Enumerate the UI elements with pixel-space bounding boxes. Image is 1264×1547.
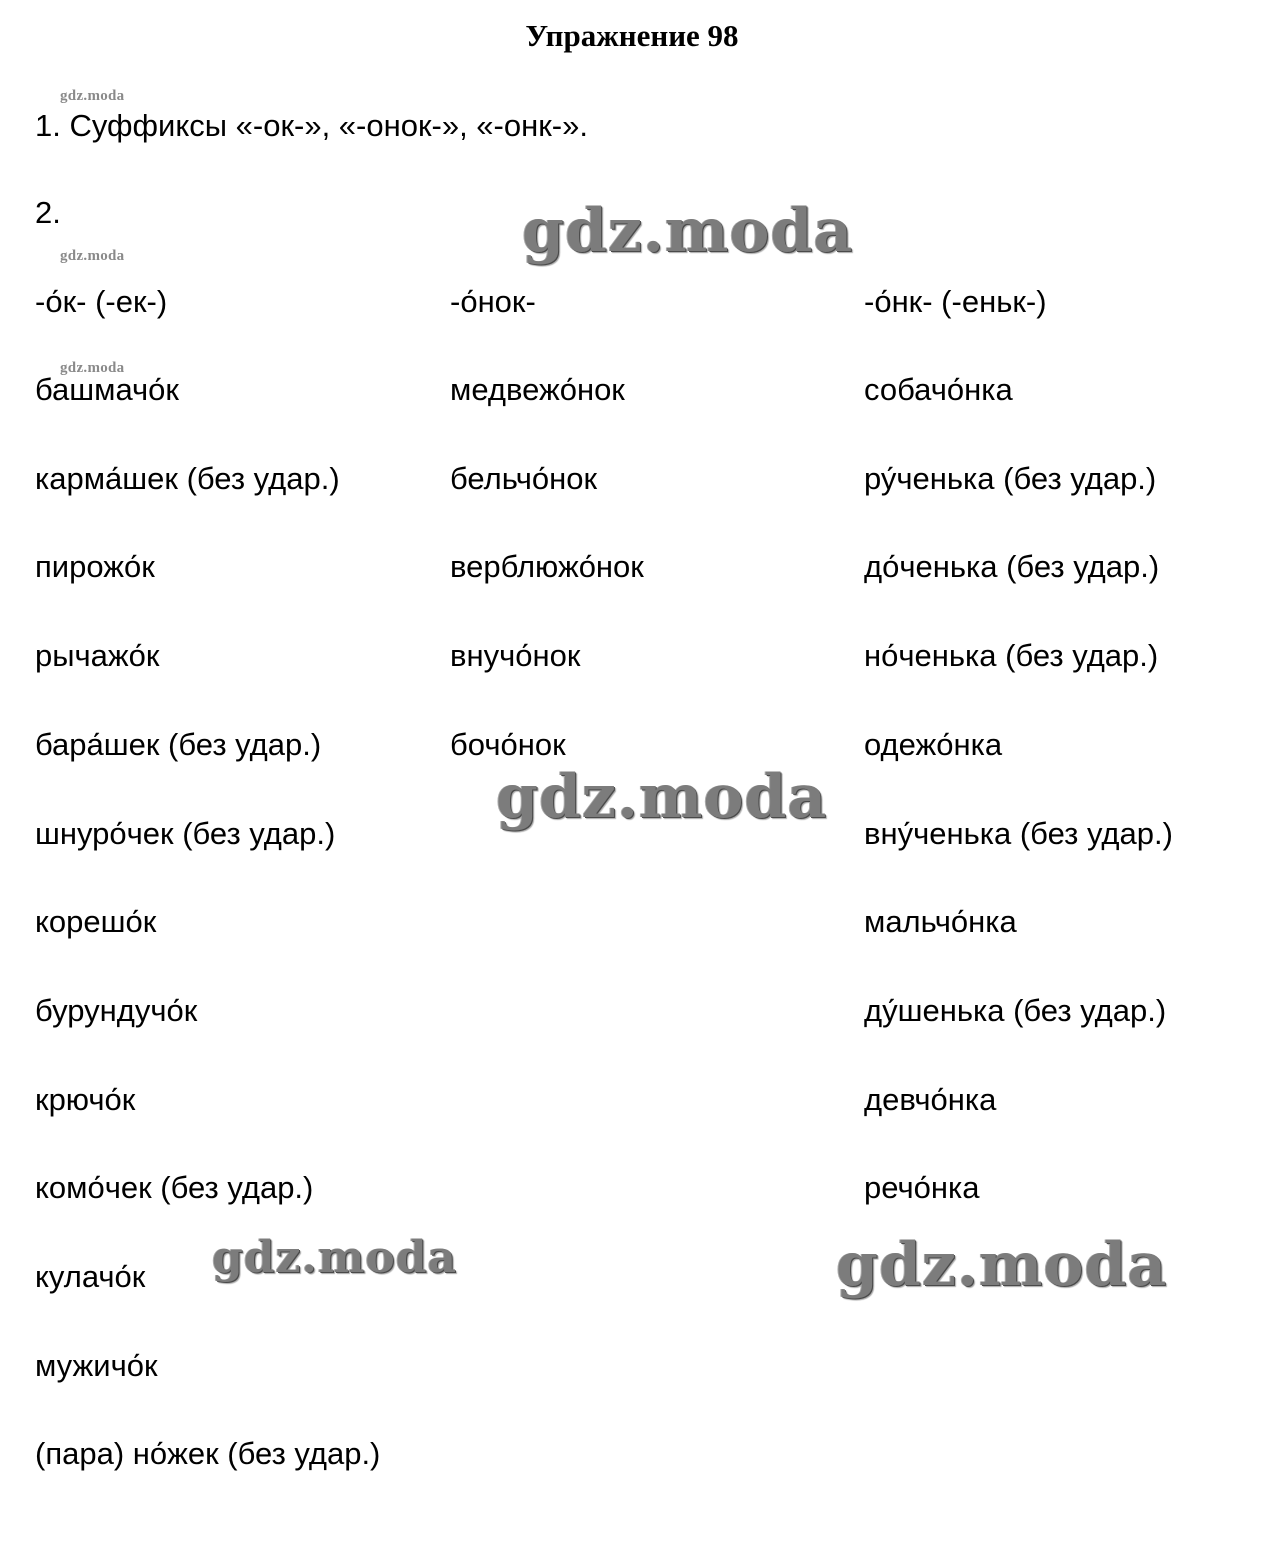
word-entry: бельчо́нок <box>450 461 598 496</box>
word-entry: одежо́нка <box>864 727 1003 762</box>
word-entry: мальчо́нка <box>864 904 1017 939</box>
word-entry: ду́шенька (без удар.) <box>864 993 1167 1028</box>
word-entry: внучо́нок <box>450 638 581 673</box>
word-entry: бара́шек (без удар.) <box>35 727 322 762</box>
watermark-small: gdz.moda <box>60 88 125 104</box>
watermark-large: gdz.moda <box>836 1230 1168 1300</box>
column-header: -о́нк- (-еньк-) <box>864 284 1047 319</box>
word-entry: кулачо́к <box>35 1259 146 1294</box>
word-entry: медвежо́нок <box>450 372 625 407</box>
word-entry: вну́ченька (без удар.) <box>864 816 1173 851</box>
word-entry: собачо́нка <box>864 372 1013 407</box>
column-header: -о́нок- <box>450 284 536 319</box>
word-entry: (пара) но́жек (без удар.) <box>35 1436 381 1471</box>
part-2-label: 2. <box>35 195 61 230</box>
word-entry: комо́чек (без удар.) <box>35 1170 314 1205</box>
word-entry: бочо́нок <box>450 727 566 762</box>
word-entry: пирожо́к <box>35 549 155 584</box>
column-header: -о́к- (-ек-) <box>35 284 168 319</box>
word-entry: речо́нка <box>864 1170 980 1205</box>
word-entry: верблюжо́нок <box>450 549 644 584</box>
part-1-text: 1. Суффиксы «-ок-», «-онок-», «-онк-». <box>35 108 588 143</box>
watermark-medium: gdz.moda <box>212 1232 458 1283</box>
word-entry: карма́шек (без удар.) <box>35 461 340 496</box>
watermark-small: gdz.moda <box>60 360 125 376</box>
watermark-small: gdz.moda <box>60 248 125 264</box>
word-entry: девчо́нка <box>864 1082 997 1117</box>
word-entry: шнуро́чек (без удар.) <box>35 816 336 851</box>
word-entry: башмачо́к <box>35 372 179 407</box>
word-entry: до́ченька (без удар.) <box>864 549 1160 584</box>
word-entry: ру́ченька (без удар.) <box>864 461 1157 496</box>
watermark-large: gdz.moda <box>522 196 854 266</box>
word-entry: рычажо́к <box>35 638 160 673</box>
word-entry: но́ченька (без удар.) <box>864 638 1159 673</box>
watermark-large: gdz.moda <box>496 762 828 832</box>
word-entry: бурундучо́к <box>35 993 198 1028</box>
word-entry: крючо́к <box>35 1082 136 1117</box>
word-entry: корешо́к <box>35 904 157 939</box>
exercise-title: Упражнение 98 <box>525 18 739 53</box>
word-entry: мужичо́к <box>35 1348 158 1383</box>
